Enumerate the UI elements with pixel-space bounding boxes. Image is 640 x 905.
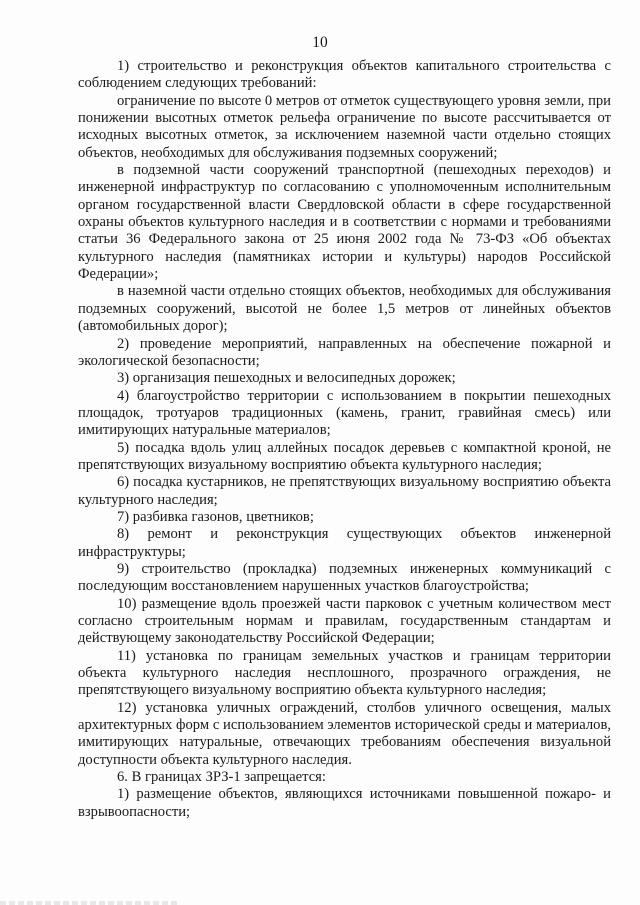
document-body <box>78 58 611 821</box>
paragraph-item-4: 4) благоустройство территории с использованием в покрытии пешеходных площадок, тротуаров традиционных (камень, гранит, гравийная смесь) или имитирующих натуральные материалов; <box>78 387 611 439</box>
paragraph-item-12: 12) установка уличных ограждений, столбов уличного освещения, малых архитектурных форм с использованием элементов исторической среды и материалов, имитирующих натуральные, отвечающих требованиям обеспечения визуальной доступности объекта культурного наследия. <box>78 699 611 768</box>
paragraph-item-7: 7) разбивка газонов, цветников; <box>117 508 314 525</box>
paragraph-item-11: 11) установка по границам земельных участков и границам территории объекта культурного наследия несплошного, прозрачного ограждения, не препятствующего визуальному восприятию объекта культурного наследия; <box>78 647 611 699</box>
paragraph-item-8: 8) ремонт и реконструкция существующих объектов инженерной инфраструктуры; <box>78 526 611 560</box>
paragraph-item-1: 1) строительство и реконструкция объектов капитального строительства с соблюдением следующих требований: <box>78 58 611 92</box>
section-heading-6: 6. В границах ЗРЗ-1 запрещается: <box>117 769 326 786</box>
paragraph-item-9: 9) строительство (прокладка) подземных инженерных коммуникаций с последующим восстановлением нарушенных участков благоустройства; <box>78 560 611 595</box>
paragraph-item-2: 2) проведение мероприятий, направленных на обеспечение пожарной и экологической безопасности; <box>78 335 611 369</box>
paragraph-item-6: 6) посадка кустарников, не препятствующих визуальному восприятию объекта культурного наследия; <box>78 474 611 508</box>
paragraph-prohibition-1: 1) размещение объектов, являющихся источниками повышенной пожаро- и взрывоопасности; <box>78 786 611 820</box>
scan-edge-artifact <box>0 901 180 905</box>
paragraph-height-limit: ограничение по высоте 0 метров от отметок существующего уровня земли, при понижении высотных отметок рельефа ограничение по высоте рассчитывается от исходных высотных отметок, за исключением наземной части отдельно стоящих объектов, необходимых для обслуживания подземных сооружений; <box>78 92 611 161</box>
paragraph-item-5: 5) посадка вдоль улиц аллейных посадок деревьев с компактной кроной, не препятствующих визуальному восприятию объекта культурного наследия; <box>78 439 611 473</box>
paragraph-item-10: 10) размещение вдоль проезжей части парковок с учетным количеством мест согласно строительным нормам и правилам, государственным стандартам и действующему законодательству Российской Федерации; <box>78 595 611 647</box>
paragraph-underground-part: в подземной части сооружений транспортной (пешеходных переходов) и инженерной инфраструктур по согласованию с уполномоченным исполнительным органом государственной власти Свердловской области в сфере государственной охраны объектов культурного наследия и в соответствии с нормами и требованиями статьи 36 Федерального закона от 25 июня 2002 года № 73-ФЗ «Об объектах культурного наследия (памятниках истории и культуры) народов Российской Федерации»; <box>78 162 611 283</box>
page-number: 10 <box>312 34 328 51</box>
paragraph-item-3: 3) организация пешеходных и велосипедных дорожек; <box>117 370 456 387</box>
paragraph-ground-part: в наземной части отдельно стоящих объектов, необходимых для обслуживания подземных сооружений, высотой не более 1,5 метров от линейных объектов (автомобильных дорог); <box>78 283 611 335</box>
